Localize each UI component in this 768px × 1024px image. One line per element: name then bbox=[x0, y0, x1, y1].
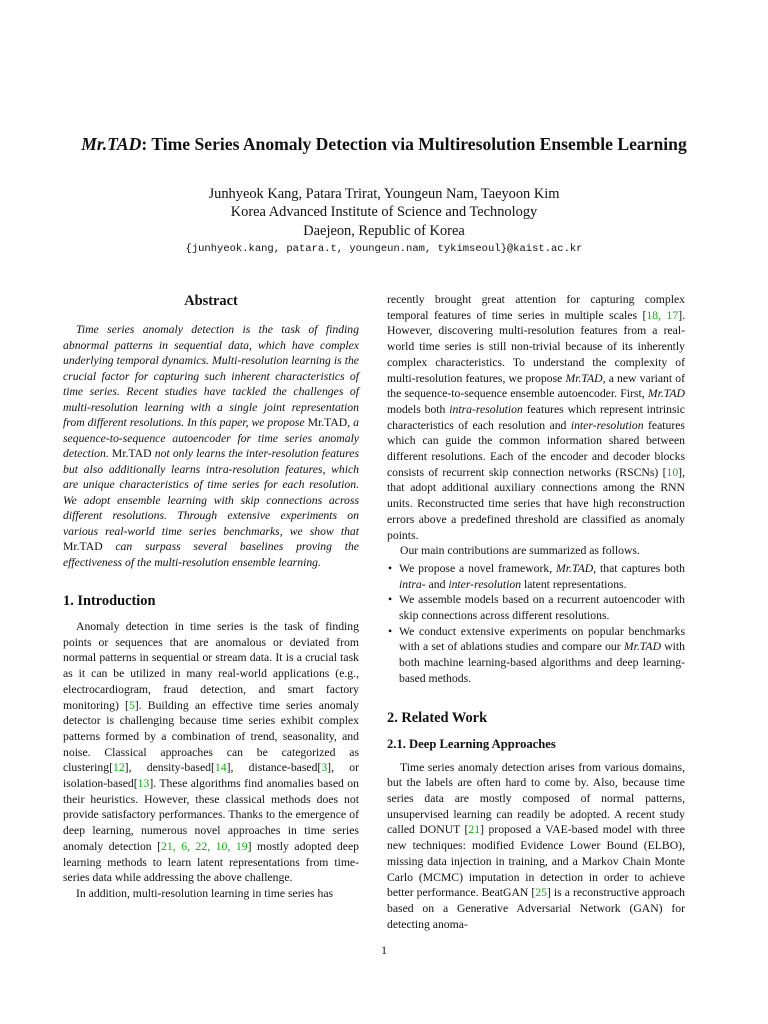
method-name: Mr.TAD bbox=[63, 540, 103, 553]
intro-paragraph-continued bbox=[387, 292, 685, 543]
bullet-icon: • bbox=[388, 561, 393, 575]
citation-link[interactable]: 14 bbox=[214, 761, 227, 775]
bullet-icon: • bbox=[388, 593, 393, 607]
author-location: Daejeon, Republic of Korea bbox=[303, 222, 465, 239]
intro-paragraph-2: In addition, multi-resolution learning in time series has bbox=[76, 886, 334, 900]
text-run: ], density-based[ bbox=[124, 761, 215, 775]
method-name: Mr.TAD bbox=[647, 387, 685, 401]
text-run: ]. These algorithms find anomalies based on their heuristics. However, these classical methods does not provide satisfactory performances. Thanks to the emergence of deep learning, numerous novel approaches in time series anomaly detection [ bbox=[63, 777, 359, 853]
author-names: Junhyeok Kang, Patara Trirat, Youngeun Nam, Taeyoon Kim bbox=[208, 186, 560, 202]
title-text: : Time Series Anomaly Detection via Multiresolution Ensemble Learning bbox=[141, 134, 687, 154]
method-name: Mr.TAD bbox=[565, 371, 603, 385]
text-run: Anomaly detection in time series is the task of finding points or sequences that are anomalous or deviated from normal patterns in sequential or stream data. It is a crucial task as it can be utilized in many real-world applications (e.g., electrocardiogram, fraud detection, and smart factory monitoring) [ bbox=[63, 620, 359, 712]
method-name: Mr.TAD bbox=[307, 416, 348, 429]
related-work-paragraph bbox=[387, 760, 685, 933]
citation-link[interactable]: 3 bbox=[321, 761, 328, 775]
text-run: with both machine learning-based algorithms and deep learning-based methods. bbox=[399, 640, 685, 685]
text-run: ] mostly adopted deep learning methods to learn latent representations from time-series data while addressing the above challenge. bbox=[63, 839, 359, 885]
right-column bbox=[387, 292, 685, 932]
citation-link[interactable]: 10 bbox=[666, 465, 679, 479]
paper-title bbox=[0, 133, 768, 155]
abstract-part: , a sequence-to-sequence autoencoder for time series anomaly detection. bbox=[63, 416, 359, 460]
abstract-part: can surpass several baselines proving the effectiveness of the multi-resolution ensemble learning. bbox=[63, 540, 359, 569]
list-item bbox=[387, 592, 685, 623]
text-run: models both bbox=[387, 402, 450, 416]
text-run: ] proposed a VAE-based model with three new techniques: modified Evidence Lower Bound (ELBO), missing data injection in training, and a Markov Chain Monte Carlo (MCMC) imputation in detection in order to achieve better performance. BeatGAN [ bbox=[387, 823, 685, 900]
title-method-name: Mr.TAD bbox=[81, 134, 142, 154]
author-block bbox=[0, 185, 768, 258]
text-run: , that captures both bbox=[593, 561, 685, 575]
section-heading-related-work: 2. Related Work bbox=[387, 709, 488, 726]
contributions-list bbox=[387, 561, 685, 687]
text-run: We propose a novel framework, bbox=[399, 561, 557, 575]
intro-paragraph bbox=[63, 619, 359, 886]
text-run: Time series anomaly detection arises from various domains, but the labels are often hard to come by. Also, because time series data are mostly composed of normal patterns, unsupervised learning can readily be adopted. A recent study called DONUT [ bbox=[387, 760, 685, 837]
text-run: features which can guide the common information shared between different resolutions. Each of the encoder and decoder blocks consists of recurrent skip connection networks (RSCNs) [ bbox=[387, 418, 685, 479]
text-run: ], that adopt additional auxiliary connections among the RNN units. Reconstructed time series that have high reconstruction errors above a predefined threshold are classified as anomaly points. bbox=[387, 465, 685, 542]
list-item bbox=[387, 561, 685, 592]
abstract-part: Time series anomaly detection is the task of finding abnormal patterns in sequential data, which have complex underlying temporal dynamics. Multi-resolution learning is the crucial factor for capturing such inherent characteristics of time series. Recent studies have tackled the challenges of multi-resolution learning with a single joint representation from different resolutions. In this paper, we propose bbox=[63, 323, 359, 429]
text-run: ]. However, discovering multi-resolution features from a real-world time series is still non-trivial because of its inherently complex characteristics. To understand the complexity of multi-resolution features, we propose bbox=[387, 308, 686, 385]
author-emails: {junhyeok.kang, patara.t, youngeun.nam, tykimseoul}@kaist.ac.kr bbox=[185, 242, 583, 255]
citation-link[interactable]: 25 bbox=[535, 886, 547, 900]
citation-link[interactable]: 21 bbox=[468, 823, 481, 837]
author-institution: Korea Advanced Institute of Science and Technology bbox=[230, 204, 538, 221]
text-run: latent representations. bbox=[521, 577, 627, 591]
citation-link[interactable]: 18, 17 bbox=[646, 308, 679, 322]
section-heading-introduction: 1. Introduction bbox=[63, 593, 156, 609]
text-run: We assemble models based on a recurrent autoencoder with skip connections across different resolutions. bbox=[399, 593, 685, 623]
term-inter-resolution: inter-resolution bbox=[448, 577, 522, 591]
abstract-part: not only learns the inter-resolution features but also additionally learns intra-resolution features, which are unique characteristics of time series for each resolution. We adopt ensemble learning with skip connections across different resolutions. Through extensive experiments on various real-world time series benchmarks, we show that bbox=[63, 447, 359, 538]
subsection-heading-deep-learning: 2.1. Deep Learning Approaches bbox=[387, 736, 556, 751]
left-column bbox=[63, 292, 359, 902]
citation-link[interactable]: 12 bbox=[112, 761, 125, 775]
text-run: ]. Building an effective time series anomaly detector is challenging because time series exhibit complex patterns formed by a combination of trend, seasonality, and noise. Classical approaches can be categorized as clustering[ bbox=[63, 698, 360, 775]
method-name: Mr.TAD bbox=[623, 640, 662, 654]
text-run: ], or isolation-based[ bbox=[63, 761, 359, 791]
list-item bbox=[387, 624, 685, 687]
term-intra: intra- bbox=[399, 577, 426, 591]
text-run: features which represent intrinsic characteristics of each resolution and bbox=[387, 402, 685, 432]
bullet-icon: • bbox=[388, 624, 393, 638]
term-intra-resolution: intra-resolution bbox=[449, 402, 523, 416]
citation-link[interactable]: 13 bbox=[137, 777, 150, 791]
method-name: Mr.TAD bbox=[111, 447, 152, 460]
method-name: Mr.TAD bbox=[556, 561, 594, 575]
text-run: , a new variant of the sequence-to-sequence ensemble autoencoder. First, bbox=[387, 371, 685, 401]
text-run: and bbox=[425, 577, 449, 591]
abstract-heading: Abstract bbox=[184, 293, 238, 309]
term-inter-resolution: inter-resolution bbox=[570, 418, 644, 432]
page-number: 1 bbox=[381, 944, 387, 957]
citation-link[interactable]: 21, 6, 22, 10, 19 bbox=[161, 839, 248, 853]
contributions-intro: Our main contributions are summarized as follows. bbox=[400, 544, 640, 558]
text-run: ] is a reconstructive approach based on a Generative Adversarial Network (GAN) for detecting anoma- bbox=[387, 886, 685, 931]
abstract-text bbox=[63, 322, 359, 570]
citation-link[interactable]: 5 bbox=[128, 698, 135, 712]
text-run: We conduct extensive experiments on popular benchmarks with a set of ablations studies and compare our bbox=[399, 624, 685, 654]
text-run: ], distance-based[ bbox=[226, 761, 322, 775]
text-run: recently brought great attention for capturing complex temporal features of time series in multiple scales [ bbox=[387, 293, 685, 322]
